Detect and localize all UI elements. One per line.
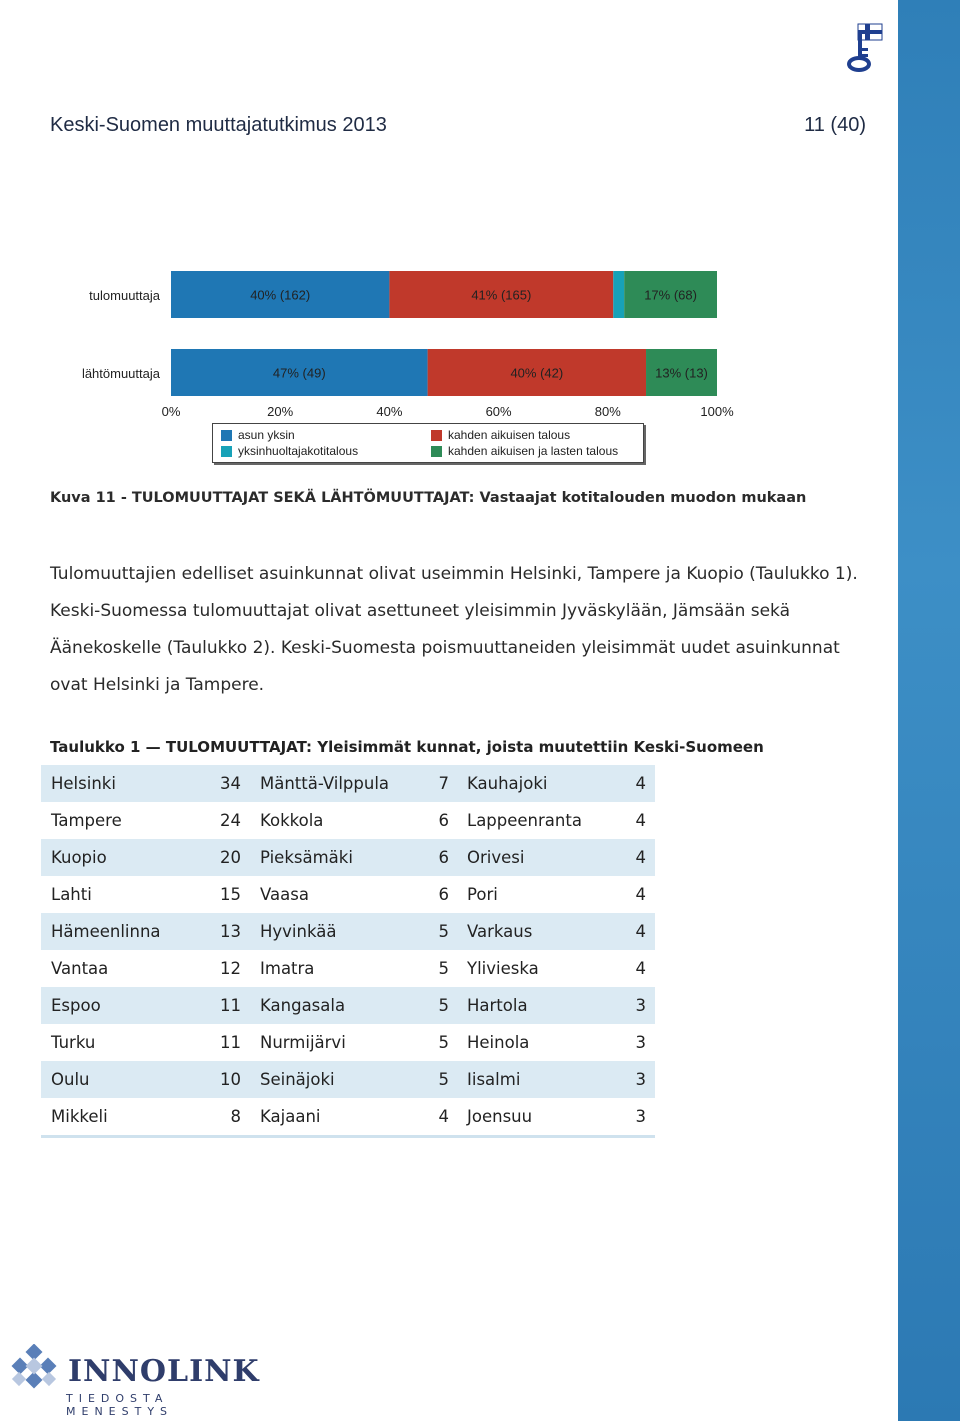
count-cell: 4 bbox=[635, 885, 646, 904]
page-header bbox=[50, 114, 866, 137]
municipality-table bbox=[41, 765, 655, 1138]
legend-swatch bbox=[431, 430, 442, 441]
x-tick-label: 20% bbox=[267, 404, 294, 419]
municipality-cell: Turku bbox=[51, 1033, 96, 1052]
table-row bbox=[41, 876, 655, 913]
count-cell: 4 bbox=[635, 922, 646, 941]
x-tick-label: 0% bbox=[161, 404, 181, 419]
decorative-side-band bbox=[898, 0, 960, 1421]
count-cell: 6 bbox=[438, 885, 449, 904]
municipality-cell: Varkaus bbox=[467, 922, 533, 941]
innolink-wordmark: INNOLINK bbox=[68, 1354, 260, 1389]
count-cell: 5 bbox=[438, 922, 449, 941]
bar-data-label: 40% (42) bbox=[510, 365, 564, 381]
innolink-tagline: TIEDOSTA MENESTYS bbox=[66, 1392, 174, 1418]
figure-caption: Kuva 11 - TULOMUUTTAJAT SEKÄ LÄHTÖMUUTTAJAT: Vastaajat kotitalouden muodon mukaan bbox=[50, 490, 807, 506]
x-tick-label: 40% bbox=[376, 404, 403, 419]
legend-label: kahden aikuisen talous bbox=[448, 428, 571, 442]
municipality-cell: Ylivieska bbox=[467, 959, 539, 978]
count-cell: 24 bbox=[220, 811, 241, 830]
count-cell: 13 bbox=[220, 922, 241, 941]
page-number: 11 (40) bbox=[804, 114, 866, 136]
municipality-cell: Kangasala bbox=[260, 996, 346, 1015]
household-type-chart bbox=[0, 250, 900, 470]
municipality-cell: Iisalmi bbox=[467, 1070, 521, 1089]
municipality-cell: Espoo bbox=[51, 996, 101, 1015]
x-tick-label: 80% bbox=[594, 404, 621, 419]
municipality-cell: Kajaani bbox=[260, 1107, 321, 1126]
municipality-cell: Tampere bbox=[51, 811, 122, 830]
table-row bbox=[41, 987, 655, 1024]
count-cell: 12 bbox=[220, 959, 241, 978]
table-row bbox=[41, 1061, 655, 1098]
bar-data-label: 47% (49) bbox=[272, 365, 326, 381]
count-cell: 5 bbox=[438, 1070, 449, 1089]
legend-item-asun-yksin bbox=[221, 428, 295, 442]
municipality-cell: Vaasa bbox=[260, 885, 309, 904]
bar-segment bbox=[613, 271, 624, 318]
count-cell: 7 bbox=[438, 774, 449, 793]
count-cell: 11 bbox=[220, 996, 241, 1015]
bar-data-label: 13% (13) bbox=[655, 365, 708, 381]
municipality-cell: Nurmijärvi bbox=[260, 1033, 346, 1052]
count-cell: 6 bbox=[438, 811, 449, 830]
count-cell: 4 bbox=[635, 959, 646, 978]
table-row bbox=[41, 1098, 655, 1138]
table-row bbox=[41, 802, 655, 839]
municipality-cell: Vantaa bbox=[51, 959, 109, 978]
legend-swatch bbox=[221, 430, 232, 441]
legend-swatch bbox=[221, 446, 232, 457]
count-cell: 4 bbox=[635, 774, 646, 793]
count-cell: 8 bbox=[230, 1107, 241, 1126]
bar-data-label: 40% (162) bbox=[250, 287, 311, 303]
body-paragraph: Tulomuuttajien edelliset asuinkunnat olivat useimmin Helsinki, Tampere ja Kuopio (Taulukko 1). Keski-Suomessa tulomuuttajat olivat asettuneet yleisimmin Jyväskylään, Jämsään sekä Äänekoskelle (Taulukko 2). Keski-Suomesta poismuuttaneiden yleisimmät uudet asuinkunnat ovat Helsinki ja Tampere. bbox=[50, 564, 858, 695]
table-title: Taulukko 1 — TULOMUUTTAJAT: Yleisimmät kunnat, joista muutettiin Keski-Suomeen bbox=[50, 738, 764, 756]
legend-label: yksinhuoltajakotitalous bbox=[238, 444, 359, 458]
count-cell: 5 bbox=[438, 959, 449, 978]
table-row bbox=[41, 765, 655, 802]
count-cell: 6 bbox=[438, 848, 449, 867]
count-cell: 5 bbox=[438, 996, 449, 1015]
category-label-0: tulomuuttaja bbox=[89, 288, 160, 303]
bar-data-label: 41% (165) bbox=[471, 287, 532, 303]
municipality-cell: Lahti bbox=[51, 885, 92, 904]
legend-label: kahden aikuisen ja lasten talous bbox=[448, 444, 619, 458]
chart-legend bbox=[212, 423, 644, 463]
count-cell: 3 bbox=[635, 1070, 646, 1089]
x-tick-label: 100% bbox=[700, 404, 734, 419]
bar-data-label: 17% (68) bbox=[644, 287, 697, 303]
count-cell: 3 bbox=[635, 996, 646, 1015]
count-cell: 5 bbox=[438, 1033, 449, 1052]
x-tick-label: 60% bbox=[485, 404, 512, 419]
municipality-cell: Hartola bbox=[467, 996, 528, 1015]
table-row bbox=[41, 950, 655, 987]
municipality-cell: Mänttä-Vilppula bbox=[260, 774, 390, 793]
legend-item-yksinhuoltaja bbox=[221, 444, 358, 458]
document-title: Keski-Suomen muuttajatutkimus 2013 bbox=[50, 114, 387, 136]
category-label-1: lähtömuuttaja bbox=[81, 366, 160, 381]
municipality-cell: Oulu bbox=[51, 1070, 90, 1089]
legend-label: asun yksin bbox=[238, 428, 295, 442]
municipality-cell: Heinola bbox=[467, 1033, 530, 1052]
table-row bbox=[41, 913, 655, 950]
municipality-cell: Joensuu bbox=[467, 1107, 533, 1126]
count-cell: 15 bbox=[220, 885, 241, 904]
count-cell: 3 bbox=[635, 1107, 646, 1126]
finnish-flag-key-logo-icon bbox=[838, 18, 888, 74]
count-cell: 4 bbox=[635, 848, 646, 867]
legend-item-kahden-aikuisen-lapset bbox=[431, 444, 618, 458]
count-cell: 11 bbox=[220, 1033, 241, 1052]
municipality-cell: Kauhajoki bbox=[467, 774, 548, 793]
count-cell: 4 bbox=[635, 811, 646, 830]
municipality-cell: Imatra bbox=[260, 959, 315, 978]
count-cell: 20 bbox=[220, 848, 241, 867]
table-row bbox=[41, 839, 655, 876]
municipality-cell: Helsinki bbox=[51, 774, 116, 793]
municipality-cell: Pieksämäki bbox=[260, 848, 353, 867]
municipality-cell: Hämeenlinna bbox=[51, 922, 161, 941]
count-cell: 4 bbox=[438, 1107, 449, 1126]
municipality-cell: Mikkeli bbox=[51, 1107, 108, 1126]
legend-swatch bbox=[431, 446, 442, 457]
count-cell: 34 bbox=[220, 774, 241, 793]
municipality-cell: Orivesi bbox=[467, 848, 525, 867]
municipality-cell: Hyvinkää bbox=[260, 922, 337, 941]
municipality-cell: Seinäjoki bbox=[260, 1070, 335, 1089]
count-cell: 10 bbox=[220, 1070, 241, 1089]
count-cell: 3 bbox=[635, 1033, 646, 1052]
table-row bbox=[41, 1024, 655, 1061]
legend-item-kahden-aikuisen bbox=[431, 428, 570, 442]
innolink-logo bbox=[6, 1344, 266, 1418]
municipality-cell: Pori bbox=[467, 885, 498, 904]
municipality-cell: Lappeenranta bbox=[467, 811, 582, 830]
municipality-cell: Kuopio bbox=[51, 848, 107, 867]
innolink-diamond-icon bbox=[6, 1344, 62, 1400]
municipality-cell: Kokkola bbox=[260, 811, 324, 830]
